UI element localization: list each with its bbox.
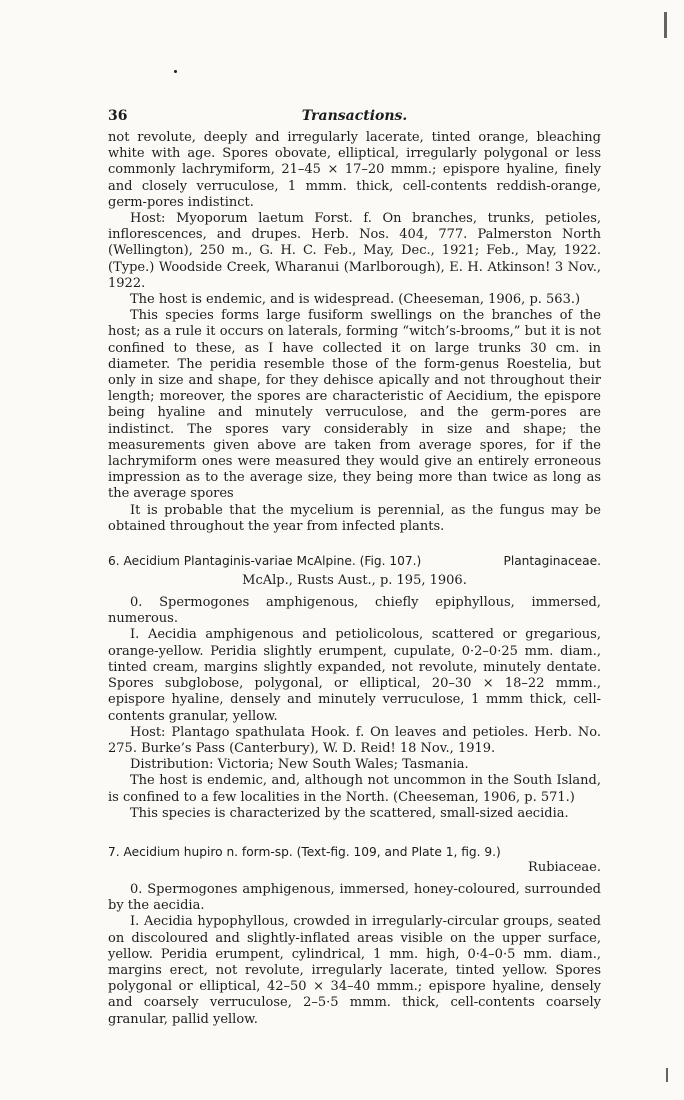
paragraph: I. Aecidia hypophyllous, crowded in irregularly-circular groups, seated on discoloured and slightly-inflated areas visible on the upper surface, yellow. Peridia erumpent, cylindrical, 1 mm. high, 0·4–0·5 mm. diam., margins erect, not revolute, irregularly lacerate, tinted yellow. Spores polygonal or elliptical, 42–50 × 34–40 mmm.; epispore hyaline, densely and coarsely verruculose, 2–5·5 mmm. thick, cell-contents coarsely granular, pallid yellow. [108, 914, 601, 1027]
species-6-section [108, 595, 601, 822]
species-7-section [108, 882, 601, 1028]
scan-speck [174, 70, 177, 73]
intro-section [108, 130, 601, 535]
page-number: 36 [108, 108, 128, 124]
page-content [108, 108, 601, 1028]
species-6-heading [108, 553, 601, 569]
paragraph: This species is characterized by the scattered, small-sized aecidia. [130, 805, 569, 821]
scan-edge-mark [666, 1068, 668, 1082]
page-header [108, 108, 601, 130]
species-7-heading [108, 844, 601, 860]
species-6-reference: McAlp., Rusts Aust., p. 195, 1906. [242, 573, 467, 589]
paragraph: Host: Plantago spathulata Hook. f. On leaves and petioles. Herb. No. 275. Burke’s Pass (Canterbury), W. D. Reid! 18 Nov., 1919. [108, 724, 601, 756]
paragraph: The host is endemic, and, although not uncommon in the South Island, is confined to a few localities in the North. (Cheeseman, 1906, p. 571.) [108, 773, 601, 805]
paragraph: 0. Spermogones amphigenous, chiefly epiphyllous, immersed, numerous. [108, 595, 601, 627]
species-7-family: Rubiaceae. [528, 859, 601, 875]
paragraph: This species forms large fusiform swellings on the branches of the host; as a rule it occurs on laterals, forming “witch’s-brooms,” but it is not confined to these, as I have collected it on large trunks 30 cm. in diameter. The peridia resemble those of the form-genus Roestelia, but only in size and shape, for they dehisce apically and not throughout their length; moreover, the spores are characteristic of Aecidium, the epispore being hyaline and minutely verruculose, and the germ-pores are indistinct. The spores vary considerably in size and shape; the measurements given above are taken from average spores, for if the lachrymiform ones were measured they would give an entirely erroneous impression as to the average size, they being more than twice as long as the average spores [108, 308, 601, 502]
running-head: Transactions. [301, 108, 408, 124]
species-6-title: 6. Aecidium Plantaginis-variae McAlpine. (Fig. 107.) [108, 554, 422, 569]
paragraph: The host is endemic, and is widespread. (Cheeseman, 1906, p. 563.) [130, 292, 581, 308]
paragraph: 0. Spermogones amphigenous, immersed, honey-coloured, surrounded by the aecidia. [108, 881, 601, 914]
paragraph: Distribution: Victoria; New South Wales; Tasmania. [130, 757, 469, 773]
paragraph: Host: Myoporum laetum Forst. f. On branches, trunks, petioles, inflorescences, and drupes. Herb. Nos. 404, 777. Palmerston North (Wellington), 250 m., G. H. C. Feb., May, Dec., 1921; Feb., May, 1922. (Type.) Woodside Creek, Wharanui (Marlborough), E. H. Atkinson! 3 Nov., 1922. [108, 211, 601, 291]
paragraph: It is probable that the mycelium is perennial, as the fungus may be obtained throughout the year from infected plants. [108, 502, 601, 534]
paragraph: I. Aecidia amphigenous and petiolicolous, scattered or gregarious, orange-yellow. Peridia slightly erumpent, cupulate, 0·2–0·25 mm. diam., tinted cream, margins slightly expanded, not revolute, minutely dentate. Spores subglobose, polygonal, or elliptical, 20–30 × 18–22 mmm., epispore hyaline, densely and minutely verruculose, 1 mmm thick, cell-contents granular, yellow. [108, 627, 601, 724]
species-6-family: Plantaginaceae. [503, 554, 601, 569]
species-7-title: 7. Aecidium hupiro n. form-sp. (Text-fig. 109, and Plate 1, fig. 9.) [108, 844, 501, 859]
scan-edge-mark [664, 12, 667, 38]
paragraph: not revolute, deeply and irregularly lacerate, tinted orange, bleaching white with age. Spores obovate, elliptical, irregularly polygonal or less commonly lachrymiform, 21–45 × 17–20 mmm.; epispore hyaline, finely and closely verruculose, 1 mmm. thick, cell-contents reddish-orange, germ-pores indistinct. [108, 130, 601, 210]
